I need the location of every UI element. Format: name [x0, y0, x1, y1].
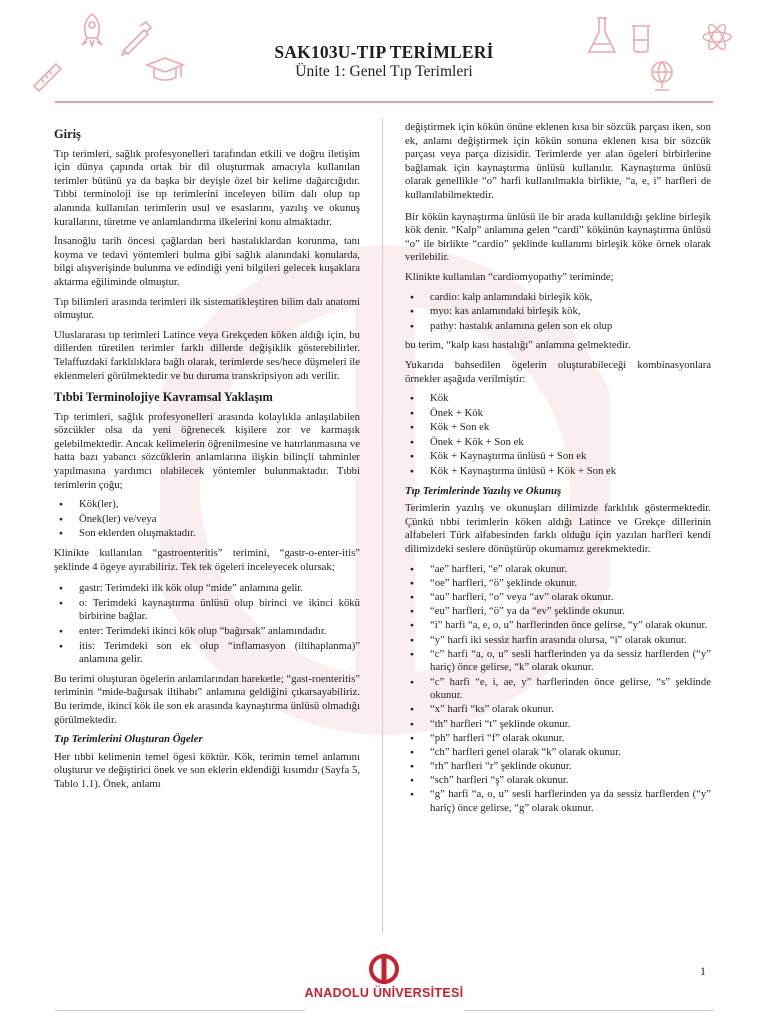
list-item: ● cardio: kalp anlamındaki birleşik kök, — [405, 291, 711, 305]
gastroenteritis-parts-list — [54, 582, 360, 667]
paragraph: İnsanoğlu tarih öncesi çağlardan beri hastalıklardan korunma, tanı koyma ve tedavi yöntemleri bulma gibi sağlık alanındaki konularda, bilgi alışverişinde bulunma ve edindiği yeni bilgileri gelecek kuşaklara aktarma eğiliminde olmuştur. — [54, 235, 360, 288]
list-item: ● “rh” harfleri “r” şeklinde okunur. — [405, 760, 711, 774]
list-item: ● “i” harfi “a, e, o, u” harflerinden önce gelirse, “y” olarak okunur. — [405, 619, 711, 633]
list-item: ● “g” harfi “a, o, u” sesli harflerinden ya da sessiz harflerden (“y” hariç) önce gelirse, “g” olarak okunur. — [405, 788, 711, 815]
paragraph: değiştirmek için kökün önüne eklenen kısa bir sözcük parçası iken, son ek, anlamı değiştirmek için kökün sonuna eklenen kısa bir sözcük parçası veya parça dizisidir. Terimlerde yer alan ögeleri birbirlerine bağlamak için kaynaştırma ünlüsü kullanılır. Kaynaştırma ünlüsü olarak genellikle “o” harfi kullanılmakla birlikte, “a, e, i” harfleri de kullanılabilmektedir. — [405, 121, 711, 201]
list-item: ● “ae” harfleri, “e” olarak okunur. — [405, 563, 711, 577]
paragraph: Uluslararası tıp terimleri Latince veya Grekçeden köken aldığı için, bu dillerden türetilen terimler farklı dillerde değişiklik gösterebilirler. Telaffuzdaki farklılıklara bağlı olarak, terimlerde ses/hece düşmeleri ile eklenmeleri görülmektedir ve bu duruma transkripsiyon adı verilir. — [54, 328, 360, 382]
right-column — [405, 121, 711, 822]
list-item: ● Kök + Kaynaştırma ünlüsü + Kök + Son ek — [405, 465, 711, 479]
combination-list — [405, 392, 711, 479]
list-item: ● Önek + Kök — [405, 407, 711, 421]
paragraph: Klinikte kullanılan “cardiomyopathy” teriminde; — [405, 270, 614, 283]
section-heading-concept: Tıbbi Terminolojiye Kavramsal Yaklaşım — [54, 390, 273, 405]
paragraph: Her tıbbi kelimenin temel ögesi köktür. Kök, terimin temel anlamını oluşturur ve değiştirici önek ve son eklerin eklendiği kısımdır (Sayfa 5, Tablo 1.1). Önek, anlamı — [54, 750, 360, 790]
list-item: ● itis: Terimdeki son ek olup “inflamasyon (iltihaplanma)” anlamına gelir. — [54, 640, 360, 667]
list-item: ● “c” harfi “a, o, u” sesli harflerinden ya da sessiz harflerden (“y” hariç) önce gelirse, “k” olarak okunur. — [405, 648, 711, 675]
page-header — [0, 0, 768, 108]
list-item: ● o: Terimdeki kaynaştırma ünlüsü olup birinci ve ikinci kökü birbirine bağlar. — [54, 597, 360, 624]
paragraph: Terimlerin yazılış ve okunuşları dilimizde farklılık göstermektedir. Çünkü tıbbi terimlerin köken aldığı Latince ve Grekçe dillerinin alfabeleri Türk alfabesinden farklı olduğu için yazılan harfleri kendi dilimizdeki seslere dönüştürüp okumamız gerekmektedir. — [405, 502, 711, 556]
paragraph: Tıp terimleri, sağlık profesyonelleri arasında kolaylıkla anlaşılabilen sözcükler olsa da yeni öğrenecek kişilere zor ve karmaşık gelebilmektedir. Ancak kelimelerin öğrenilmesine ve hatırlanmasına ve hatta bazı yabancı sözcüklerin anlamlarına ilişkin bilinçli tahminler yapılmasına yardımcı olabilecek yöntemler bulunmaktadır. Tıbbi terimlerin çoğu; — [54, 410, 360, 491]
list-item: ● Son eklerden oluşmaktadır. — [54, 527, 360, 541]
subsection-heading-elements: Tıp Terimlerini Oluşturan Ögeler — [54, 733, 203, 746]
list-item: ● gastr: Terimdeki ilk kök olup “mide” anlamına gelir. — [54, 582, 360, 596]
list-item: ● Kök — [405, 392, 711, 406]
list-item: ● “x” harfi “ks” olarak okunur. — [405, 703, 711, 717]
paragraph: bu terim, “kalp kası hastalığı” anlamına gelmektedir. — [405, 339, 631, 352]
list-item: ● “eu” harfleri, “ö” ya da “ev” şeklinde okunur. — [405, 605, 711, 619]
header-rule — [55, 101, 713, 103]
list-item: ● myo: kas anlamındaki birleşik kök, — [405, 305, 711, 319]
section-heading-intro: Giriş — [54, 127, 81, 141]
paragraph: Tıp terimleri, sağlık profesyonelleri tarafından etkili ve doğru iletişim için dünya çapında ortak bir dil oluşturmak amacıyla kullanılan terimler bütünü ya da başka bir deyişle özel bir kelime dağarcığıdır. Tıbbi terminoloji ise tıp terimlerini inceleyen bilim dalı olup tıp alanında kullanılan terimlerin usul ve esaslarını, yazılış ve okunuş kurallarını, türetme ve anlamlandırma ilkelerini konu almaktadır. — [54, 147, 360, 228]
pronunciation-rules-list — [405, 563, 711, 816]
list-item: ● “ch” harfleri genel olarak “k” olarak okunur. — [405, 746, 711, 760]
university-name: ANADOLU ÜNİVERSİTESİ — [304, 986, 464, 1000]
list-item: ● Kök + Kaynaştırma ünlüsü + Son ek — [405, 450, 711, 464]
list-item: ● Kök + Son ek — [405, 421, 711, 435]
list-item: ● “y” harfi iki sessiz harfin arasında olursa, “i” olarak okunur. — [405, 634, 711, 648]
cardiomyopathy-parts-list — [405, 291, 711, 334]
footer-rule-left — [55, 1010, 305, 1011]
unit-subtitle: Ünite 1: Genel Tıp Terimleri — [295, 63, 473, 80]
list-item: ● “au” harfleri, “o” veya “av” olarak okunur. — [405, 591, 711, 605]
paragraph: Bu terimi oluşturan ögelerin anlamlarından hareketle; “gast-roenteritis” teriminin “mide-bağırsak iltihabı” anlamına geldiğini çıkarsayabiliriz. Bu terimde, ikinci kök ile son ek arasında kaynaştırma ünlüsü olmadığı görülmektedir. — [54, 672, 360, 726]
paragraph: Bir kökün kaynaştırma ünlüsü ile bir arada kullanıldığı şekline birleşik kök denir. “Kalp” anlamına gelen “cardi” kökünün kaynaştırma ünlüsü “o” ile birlikte “cardio” şeklinde kullanımı birleşik köke örnek olarak verilebilir. — [405, 210, 711, 264]
list-item: ● “th” harfleri “t” şeklinde okunur. — [405, 718, 711, 732]
logo-icon — [368, 953, 400, 985]
subsection-heading-spelling: Tıp Terimlerinde Yazılış ve Okunuş — [405, 484, 562, 497]
document-title: SAK103U-TIP TERİMLERİ — [274, 42, 494, 62]
list-item: ● enter: Terimdeki ikinci kök olup “bağırsak” anlamındadır. — [54, 625, 360, 639]
list-item: ● “c” harfi “e, i, ae, y” harflerinden önce gelirse, “s” şeklinde okunur. — [405, 676, 711, 703]
footer-rule-right — [464, 1010, 714, 1011]
paragraph: Tıp bilimleri arasında terimleri ilk sistematikleştiren bilim dalı anatomi olmuştur. — [54, 295, 360, 322]
term-parts-list — [54, 498, 360, 541]
list-item: ● “ph” harfleri “f” olarak okunur. — [405, 732, 711, 746]
list-item: ● “oe” harfleri, “ö” şeklinde okunur. — [405, 577, 711, 591]
left-column — [54, 124, 360, 798]
column-divider — [382, 118, 383, 933]
paragraph: Yukarıda bahsedilen ögelerin oluşturabileceği kombinasyonlara örnekler aşağıda verilmiştir: — [405, 358, 711, 385]
list-item: ● “sch” harfleri “ş” olarak okunur. — [405, 774, 711, 788]
list-item: ● Önek + Kök + Son ek — [405, 436, 711, 450]
paragraph: Klinikte kullanılan “gastroenteritis” terimini, “gastr-o-enter-itis” şeklinde 4 ögeye ayırabiliriz. Tek tek ögeleri inceleyecek olursak; — [54, 547, 360, 573]
list-item: ● pathy: hastalık anlamına gelen son ek olup — [405, 320, 711, 334]
list-item: ● Önek(ler) ve/veya — [54, 513, 360, 527]
page-number: 1 — [700, 964, 706, 978]
list-item: ● Kök(ler), — [54, 498, 360, 512]
